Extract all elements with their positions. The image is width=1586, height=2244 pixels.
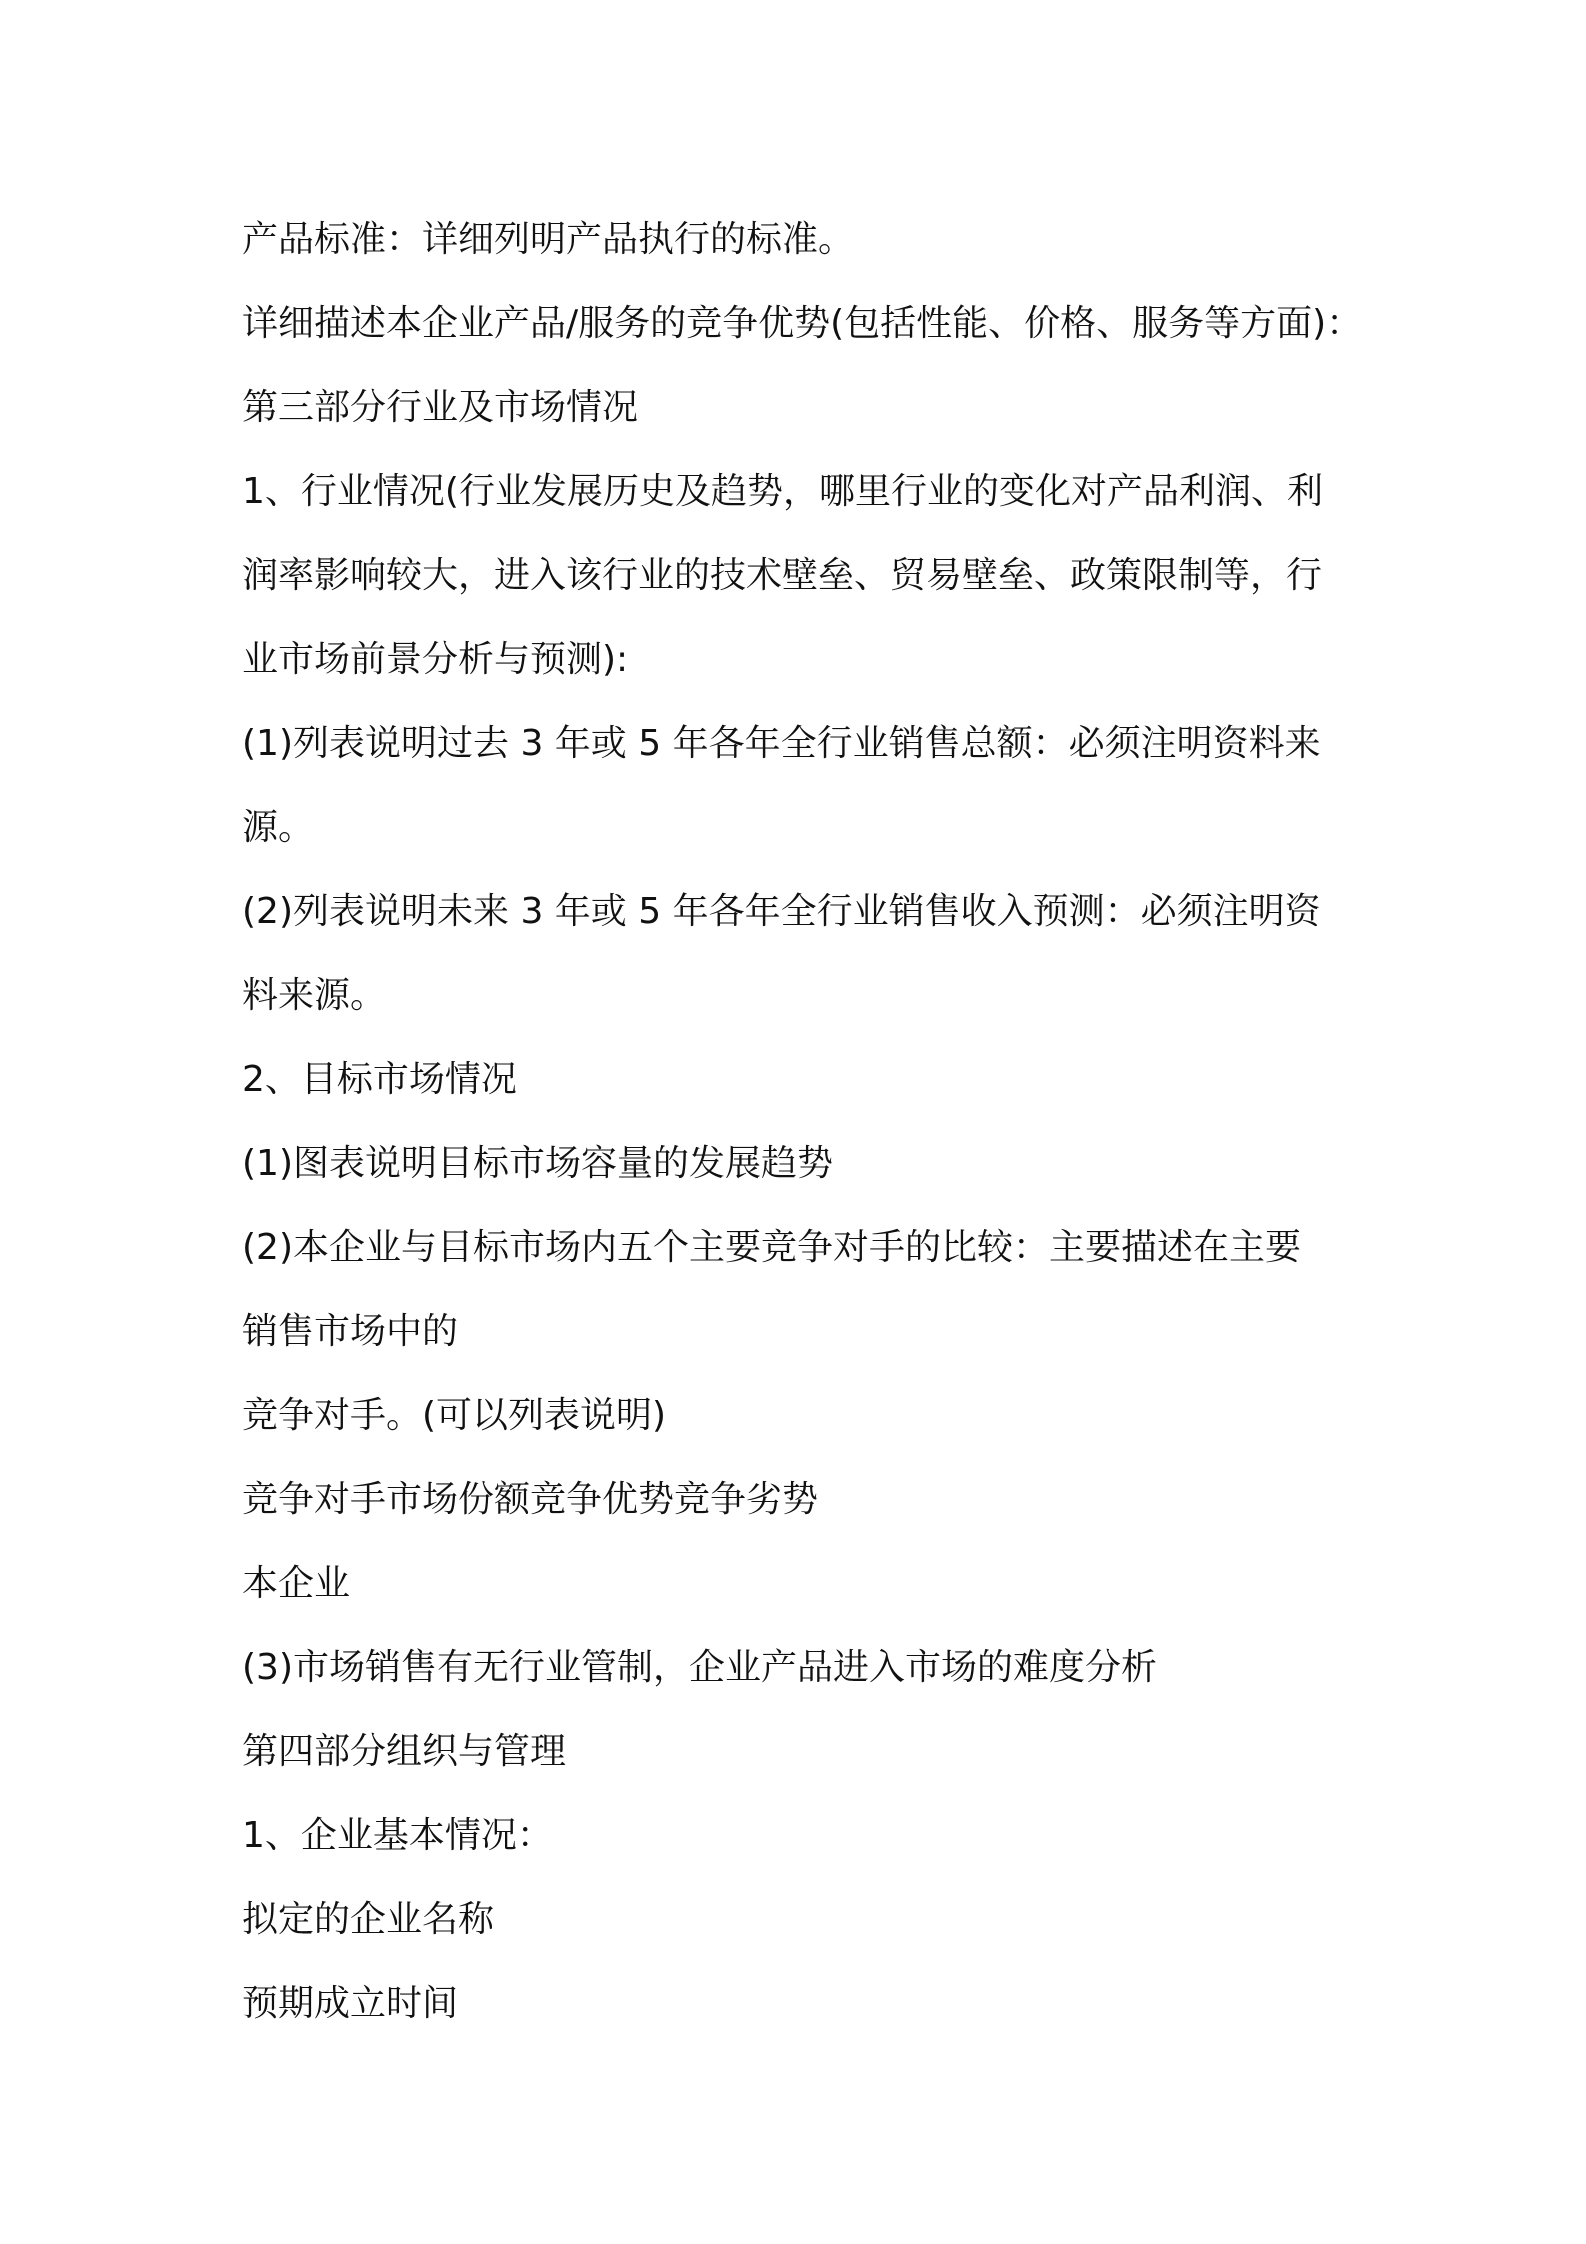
text-line-past-sales-2: 源。 <box>242 807 315 848</box>
text-line-market-regulation: (3)市场销售有无行业管制，企业产品进入市场的难度分析 <box>242 1647 1157 1688</box>
section-heading-part-three: 第三部分行业及市场情况 <box>242 387 639 428</box>
text-line-future-sales-1: (2)列表说明未来 3 年或 5 年各年全行业销售收入预测：必须注明资 <box>242 891 1321 932</box>
text-line-market-trend: (1)图表说明目标市场容量的发展趋势 <box>242 1143 833 1184</box>
text-line-future-sales-2: 料来源。 <box>242 975 387 1016</box>
text-line-this-company: 本企业 <box>242 1563 351 1604</box>
section-heading-part-four: 第四部分组织与管理 <box>242 1731 567 1772</box>
text-line-product-standard: 产品标准：详细列明产品执行的标准。 <box>242 219 855 260</box>
subheading-target-market: 2、目标市场情况 <box>242 1059 517 1100</box>
text-line-competitors-1: (2)本企业与目标市场内五个主要竞争对手的比较：主要描述在主要 <box>242 1227 1301 1268</box>
text-line-industry-3: 业市场前景分析与预测): <box>242 639 629 680</box>
text-line-company-name: 拟定的企业名称 <box>242 1899 495 1940</box>
text-line-competitive-advantage: 详细描述本企业产品/服务的竞争优势(包括性能、价格、服务等方面)： <box>242 303 1363 344</box>
text-line-competitors-3: 竞争对手。(可以列表说明) <box>242 1395 667 1436</box>
text-line-industry-2: 润率影响较大，进入该行业的技术壁垒、贸易壁垒、政策限制等，行 <box>242 555 1323 596</box>
document-body <box>242 198 1362 2046</box>
text-line-past-sales-1: (1)列表说明过去 3 年或 5 年各年全行业销售总额：必须注明资料来 <box>242 723 1321 764</box>
text-line-competitor-columns: 竞争对手市场份额竞争优势竞争劣势 <box>242 1479 819 1520</box>
text-line-industry-1: 1、行业情况(行业发展历史及趋势，哪里行业的变化对产品利润、利 <box>242 471 1323 512</box>
text-line-founding-time: 预期成立时间 <box>242 1983 459 2024</box>
text-line-competitors-2: 销售市场中的 <box>242 1311 459 1352</box>
subheading-company-basics: 1、企业基本情况： <box>242 1815 553 1856</box>
